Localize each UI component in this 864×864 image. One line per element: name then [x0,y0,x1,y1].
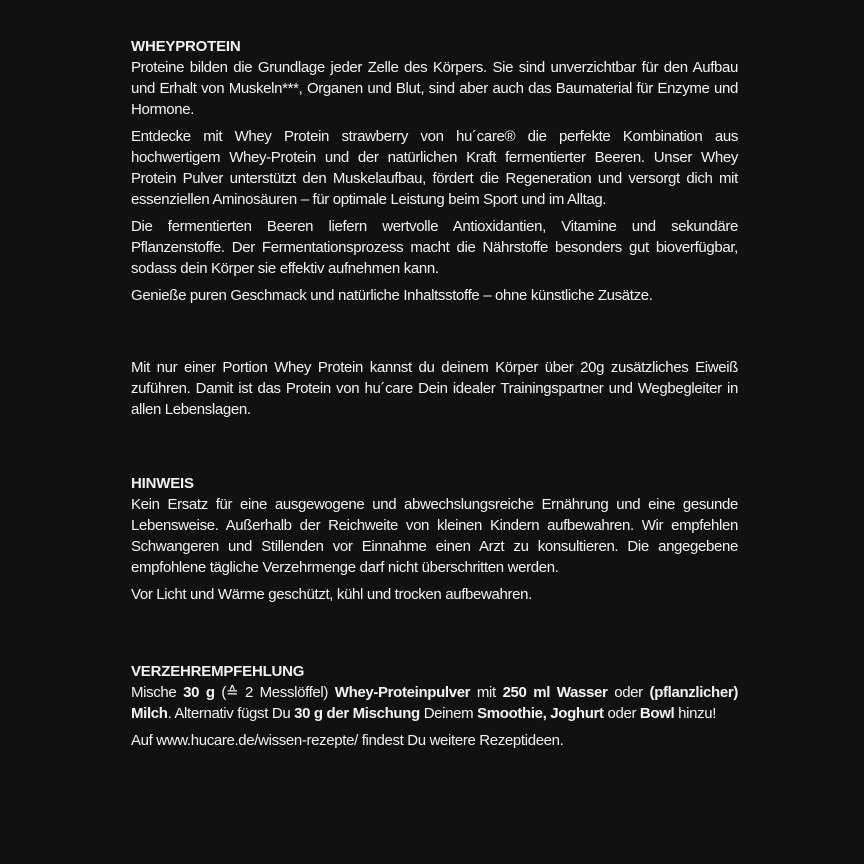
hinweis-paragraph-2: Vor Licht und Wärme geschützt, kühl und trocken aufbewahren. [131,586,532,603]
hinweis-heading: HINWEIS [131,475,194,492]
verzehrempfehlung-section [131,661,738,751]
bold-segment: 250 ml Wasser [502,684,608,701]
text-segment: (≙ 2 Messlöffel) [214,684,335,701]
bold-segment: Whey-Proteinpulver [334,684,471,701]
bold-segment: Bowl [639,705,675,722]
portion-section [131,357,738,420]
text-segment: oder [603,705,640,722]
bold-segment: 30 g der Mischung [294,705,420,722]
verzehrempfehlung-paragraph-2: Auf www.hucare.de/wissen-rezepte/ findest Du weitere Rezeptideen. [131,732,564,749]
wheyprotein-paragraph-3: Die fermentierten Beeren liefern wertvolle Antioxidantien, Vitamine und sekundäre Pflanzenstoffe. Der Fermentationsprozess macht die Nährstoffe besonders gut bioverfügbar, sodass dein Körper sie effektiv aufnehmen kann. [131,218,738,277]
text-segment: Deinem [419,705,478,722]
hinweis-section [131,473,738,605]
bold-segment: Smoothie, Joghurt [477,705,604,722]
text-segment: mit [470,684,503,701]
verzehrempfehlung-heading: VERZEHREMPFEHLUNG [131,663,305,680]
portion-paragraph: Mit nur einer Portion Whey Protein kannst du deinem Körper über 20g zusätzliches Eiweiß zuführen. Damit ist das Protein von hu´care Dein idealer Trainingspartner und Wegbegleiter in allen Lebenslagen. [131,359,738,418]
text-segment: oder [607,684,650,701]
wheyprotein-paragraph-2: Entdecke mit Whey Protein strawberry von hu´care® die perfekte Kombination aus hochwertigem Whey-Protein und der natürlichen Kraft fermentierter Beeren. Unser Whey Protein Pulver unterstützt den Muskelaufbau, fördert die Regeneration und versorgt dich mit essenziellen Aminosäuren – für optimale Leistung beim Sport und im Alltag. [131,128,738,208]
product-description [131,36,738,757]
text-segment: Mische [131,684,184,701]
hinweis-paragraph-1: Kein Ersatz für eine ausgewogene und abwechslungsreiche Ernährung und eine gesunde Lebensweise. Außerhalb der Reichweite von kleinen Kindern aufbewahren. Wir empfehlen Schwangeren und Stillenden vor Einnahme einen Arzt zu konsultieren. Die angegebene empfohlene tägliche Verzehrmenge darf nicht überschritten werden. [131,496,738,576]
bold-segment: (pflanzlicher) Milch [131,684,738,722]
verzehrempfehlung-paragraph-1 [131,682,738,724]
text-segment: . Alternativ fügst Du [167,705,295,722]
wheyprotein-heading: WHEYPROTEIN [131,38,241,55]
bold-segment: 30 g [183,684,215,701]
text-segment: hinzu! [674,705,717,722]
wheyprotein-section [131,36,738,306]
wheyprotein-paragraph-4: Genieße puren Geschmack und natürliche Inhaltsstoffe – ohne künstliche Zusätze. [131,287,653,304]
wheyprotein-paragraph-1: Proteine bilden die Grundlage jeder Zelle des Körpers. Sie sind unverzichtbar für den Aufbau und Erhalt von Muskeln***, Organen und Blut, sind aber auch das Baumaterial für Enzyme und Hormone. [131,59,738,118]
